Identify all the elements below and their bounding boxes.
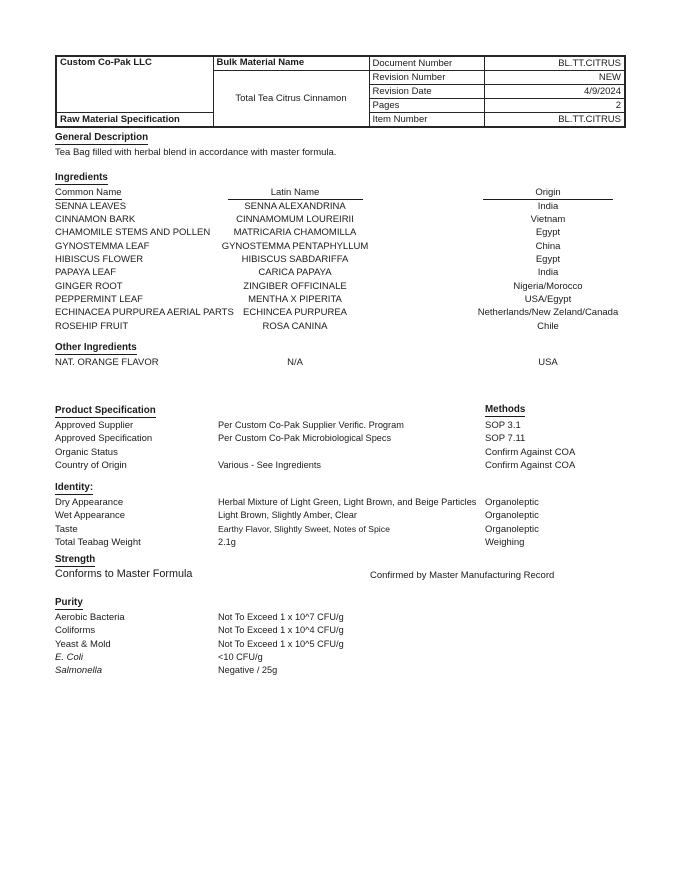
column-header-origin: Origin [375,186,624,200]
identity-label: Total Teabag Weight [55,537,141,549]
ingredient-latin-name: ROSA CANINA [262,320,328,332]
identity-row [55,509,624,522]
document-number-label: Document Number [369,56,484,71]
ingredients-column-headers [55,186,624,200]
purity-limit: Not To Exceed 1 x 10^7 CFU/g [218,612,344,622]
identity-value: Light Brown, Slightly Amber, Clear [218,510,357,521]
purity-label: Salmonella [55,665,102,677]
purity-row [55,651,624,664]
product-specification-row [55,432,624,445]
ingredient-row [55,266,624,279]
identity-value: Herbal Mixture of Light Green, Light Brown, and Beige Particles [218,497,477,507]
revision-number-value: NEW [484,71,625,85]
purity-limit: <10 CFU/g [218,652,263,663]
identity-value: 2.1g [218,537,236,548]
ingredient-origin: Egypt [535,227,561,239]
ingredient-latin-name: SENNA ALEXANDRINA [244,200,346,212]
spec-method: SOP 7.11 [485,433,526,445]
column-header-common-name: Common Name [55,187,122,198]
ingredient-common-name: GYNOSTEMMA LEAF [55,240,150,252]
pages-label: Pages [369,99,484,113]
purity-row [55,638,624,651]
identity-section [55,481,624,549]
product-specification-section [55,404,624,472]
purity-label: Aerobic Bacteria [55,612,125,623]
ingredient-latin-name: CINNAMOMUM LOUREIRII [236,213,354,225]
other-ingredients-table [55,356,624,369]
purity-limit: Not To Exceed 1 x 10^5 CFU/g [218,638,344,649]
spec-label: Country of Origin [55,460,127,472]
item-number-label: Item Number [369,113,484,128]
purity-label: E. Coli [55,652,83,664]
ingredient-latin-name: HIBISCUS SABDARIFFA [241,253,349,265]
other-ingredient-common-name: NAT. ORANGE FLAVOR [55,357,159,368]
other-ingredient-origin: USA [538,357,558,368]
ingredient-latin-name: ECHINCEA PURPUREA [243,307,347,319]
other-ingredient-row [55,356,624,369]
ingredient-row [55,253,624,266]
spec-method: Confirm Against COA [485,460,576,472]
ingredients-heading: Ingredients [55,172,108,183]
other-ingredients-heading: Other Ingredients [55,342,137,353]
ingredient-latin-name: ZINGIBER OFFICINALE [243,280,347,292]
product-specification-row [55,446,624,459]
ingredient-latin-name: GYNOSTEMMA PENTAPHYLLUM [221,240,369,252]
ingredient-common-name: CHAMOMILE STEMS AND POLLEN [55,227,211,239]
purity-limit: Negative / 25g [218,665,278,676]
document-number-value: BL.TT.CITRUS [484,56,625,71]
strength-statement: Conforms to Master Formula [55,568,193,580]
ingredient-common-name: PEPPERMINT LEAF [55,293,143,305]
purity-row [55,611,624,624]
ingredient-origin: India [537,200,559,212]
ingredient-row [55,240,624,253]
ingredient-latin-name: MENTHA X PIPERITA [248,293,342,305]
other-ingredients-section [55,341,624,369]
ingredient-origin: Egypt [535,253,561,265]
methods-heading: Methods [485,404,526,415]
identity-value: Earthy Flavor, Slightly Sweet, Notes of Spice [218,523,390,534]
other-ingredient-latin-name: N/A [287,357,303,368]
revision-date-label: Revision Date [369,85,484,99]
ingredient-common-name: ECHINACEA PURPUREA AERIAL PARTS [55,307,234,319]
identity-method: Organoleptic [485,510,539,522]
identity-row [55,523,624,536]
spec-method: Confirm Against COA [485,446,576,458]
revision-date-value: 4/9/2024 [484,85,625,99]
identity-label: Dry Appearance [55,497,124,508]
ingredient-common-name: CINNAMON BARK [55,213,136,225]
ingredient-row [55,306,624,319]
spec-type: Raw Material Specification [56,113,213,128]
general-description-heading: General Description [55,132,149,143]
spec-method: SOP 3.1 [485,420,521,431]
purity-label: Coliforms [55,625,96,637]
product-specification-row [55,459,624,472]
product-specification-table [55,419,624,472]
ingredient-row [55,213,624,226]
ingredient-latin-name: MATRICARIA CHAMOMILLA [233,227,357,239]
purity-heading: Purity [55,597,83,608]
purity-limit: Not To Exceed 1 x 10^4 CFU/g [218,625,344,636]
ingredient-origin: Nigeria/Morocco [513,280,583,292]
company-name: Custom Co-Pak LLC [56,56,213,113]
ingredient-row [55,200,624,213]
purity-row [55,664,624,677]
strength-heading: Strength [55,554,96,565]
ingredient-origin: Chile [537,320,559,332]
product-specification-row [55,419,624,432]
ingredient-common-name: PAPAYA LEAF [55,267,117,279]
bulk-material-name: Total Tea Citrus Cinnamon [213,71,369,128]
ingredient-row [55,293,624,306]
identity-heading: Identity: [55,482,94,493]
ingredient-latin-name: CARICA PAPAYA [258,267,332,279]
item-number-value: BL.TT.CITRUS [484,113,625,128]
header-table [55,55,626,128]
identity-table [55,496,624,549]
ingredient-origin: India [537,267,559,279]
ingredient-origin: Vietnam [530,213,566,225]
revision-number-label: Revision Number [369,71,484,85]
spec-value: Various - See Ingredients [218,460,321,471]
ingredient-common-name: ROSEHIP FRUIT [55,320,129,332]
ingredients-section [55,171,624,333]
bulk-material-name-label: Bulk Material Name [213,56,369,71]
spec-value: Per Custom Co-Pak Supplier Verific. Program [218,420,404,430]
strength-section [55,553,624,581]
spec-value [218,446,485,459]
ingredient-common-name: SENNA LEAVES [55,200,127,212]
identity-row [55,536,624,549]
column-header-latin-name: Latin Name [215,186,375,200]
spec-value: Per Custom Co-Pak Microbiological Specs [218,433,392,444]
purity-label: Yeast & Mold [55,638,111,650]
pages-value: 2 [484,99,625,113]
spec-label: Approved Supplier [55,420,134,431]
identity-method: Organoleptic [485,497,539,508]
general-description-section [55,131,624,159]
identity-label: Wet Appearance [55,510,126,522]
ingredient-row [55,226,624,239]
spec-label: Approved Specification [55,433,153,445]
purity-section [55,596,624,678]
ingredient-origin: Netherlands/New Zeland/Canada [477,307,619,319]
ingredient-row [55,280,624,293]
purity-table [55,611,624,678]
ingredient-origin: China [535,240,561,252]
identity-method: Organoleptic [485,523,539,535]
identity-row [55,496,624,509]
ingredients-table [55,200,624,333]
spec-label: Organic Status [55,446,118,458]
identity-method: Weighing [485,537,525,549]
purity-row [55,624,624,637]
ingredient-origin: USA/Egypt [524,293,572,305]
ingredient-row [55,320,624,333]
product-specification-heading: Product Specification [55,405,156,416]
ingredient-common-name: GINGER ROOT [55,280,123,292]
general-description-text: Tea Bag filled with herbal blend in accordance with master formula. [55,147,337,158]
strength-confirmation: Confirmed by Master Manufacturing Record [370,570,555,581]
identity-label: Taste [55,523,78,535]
ingredient-common-name: HIBISCUS FLOWER [55,253,144,265]
